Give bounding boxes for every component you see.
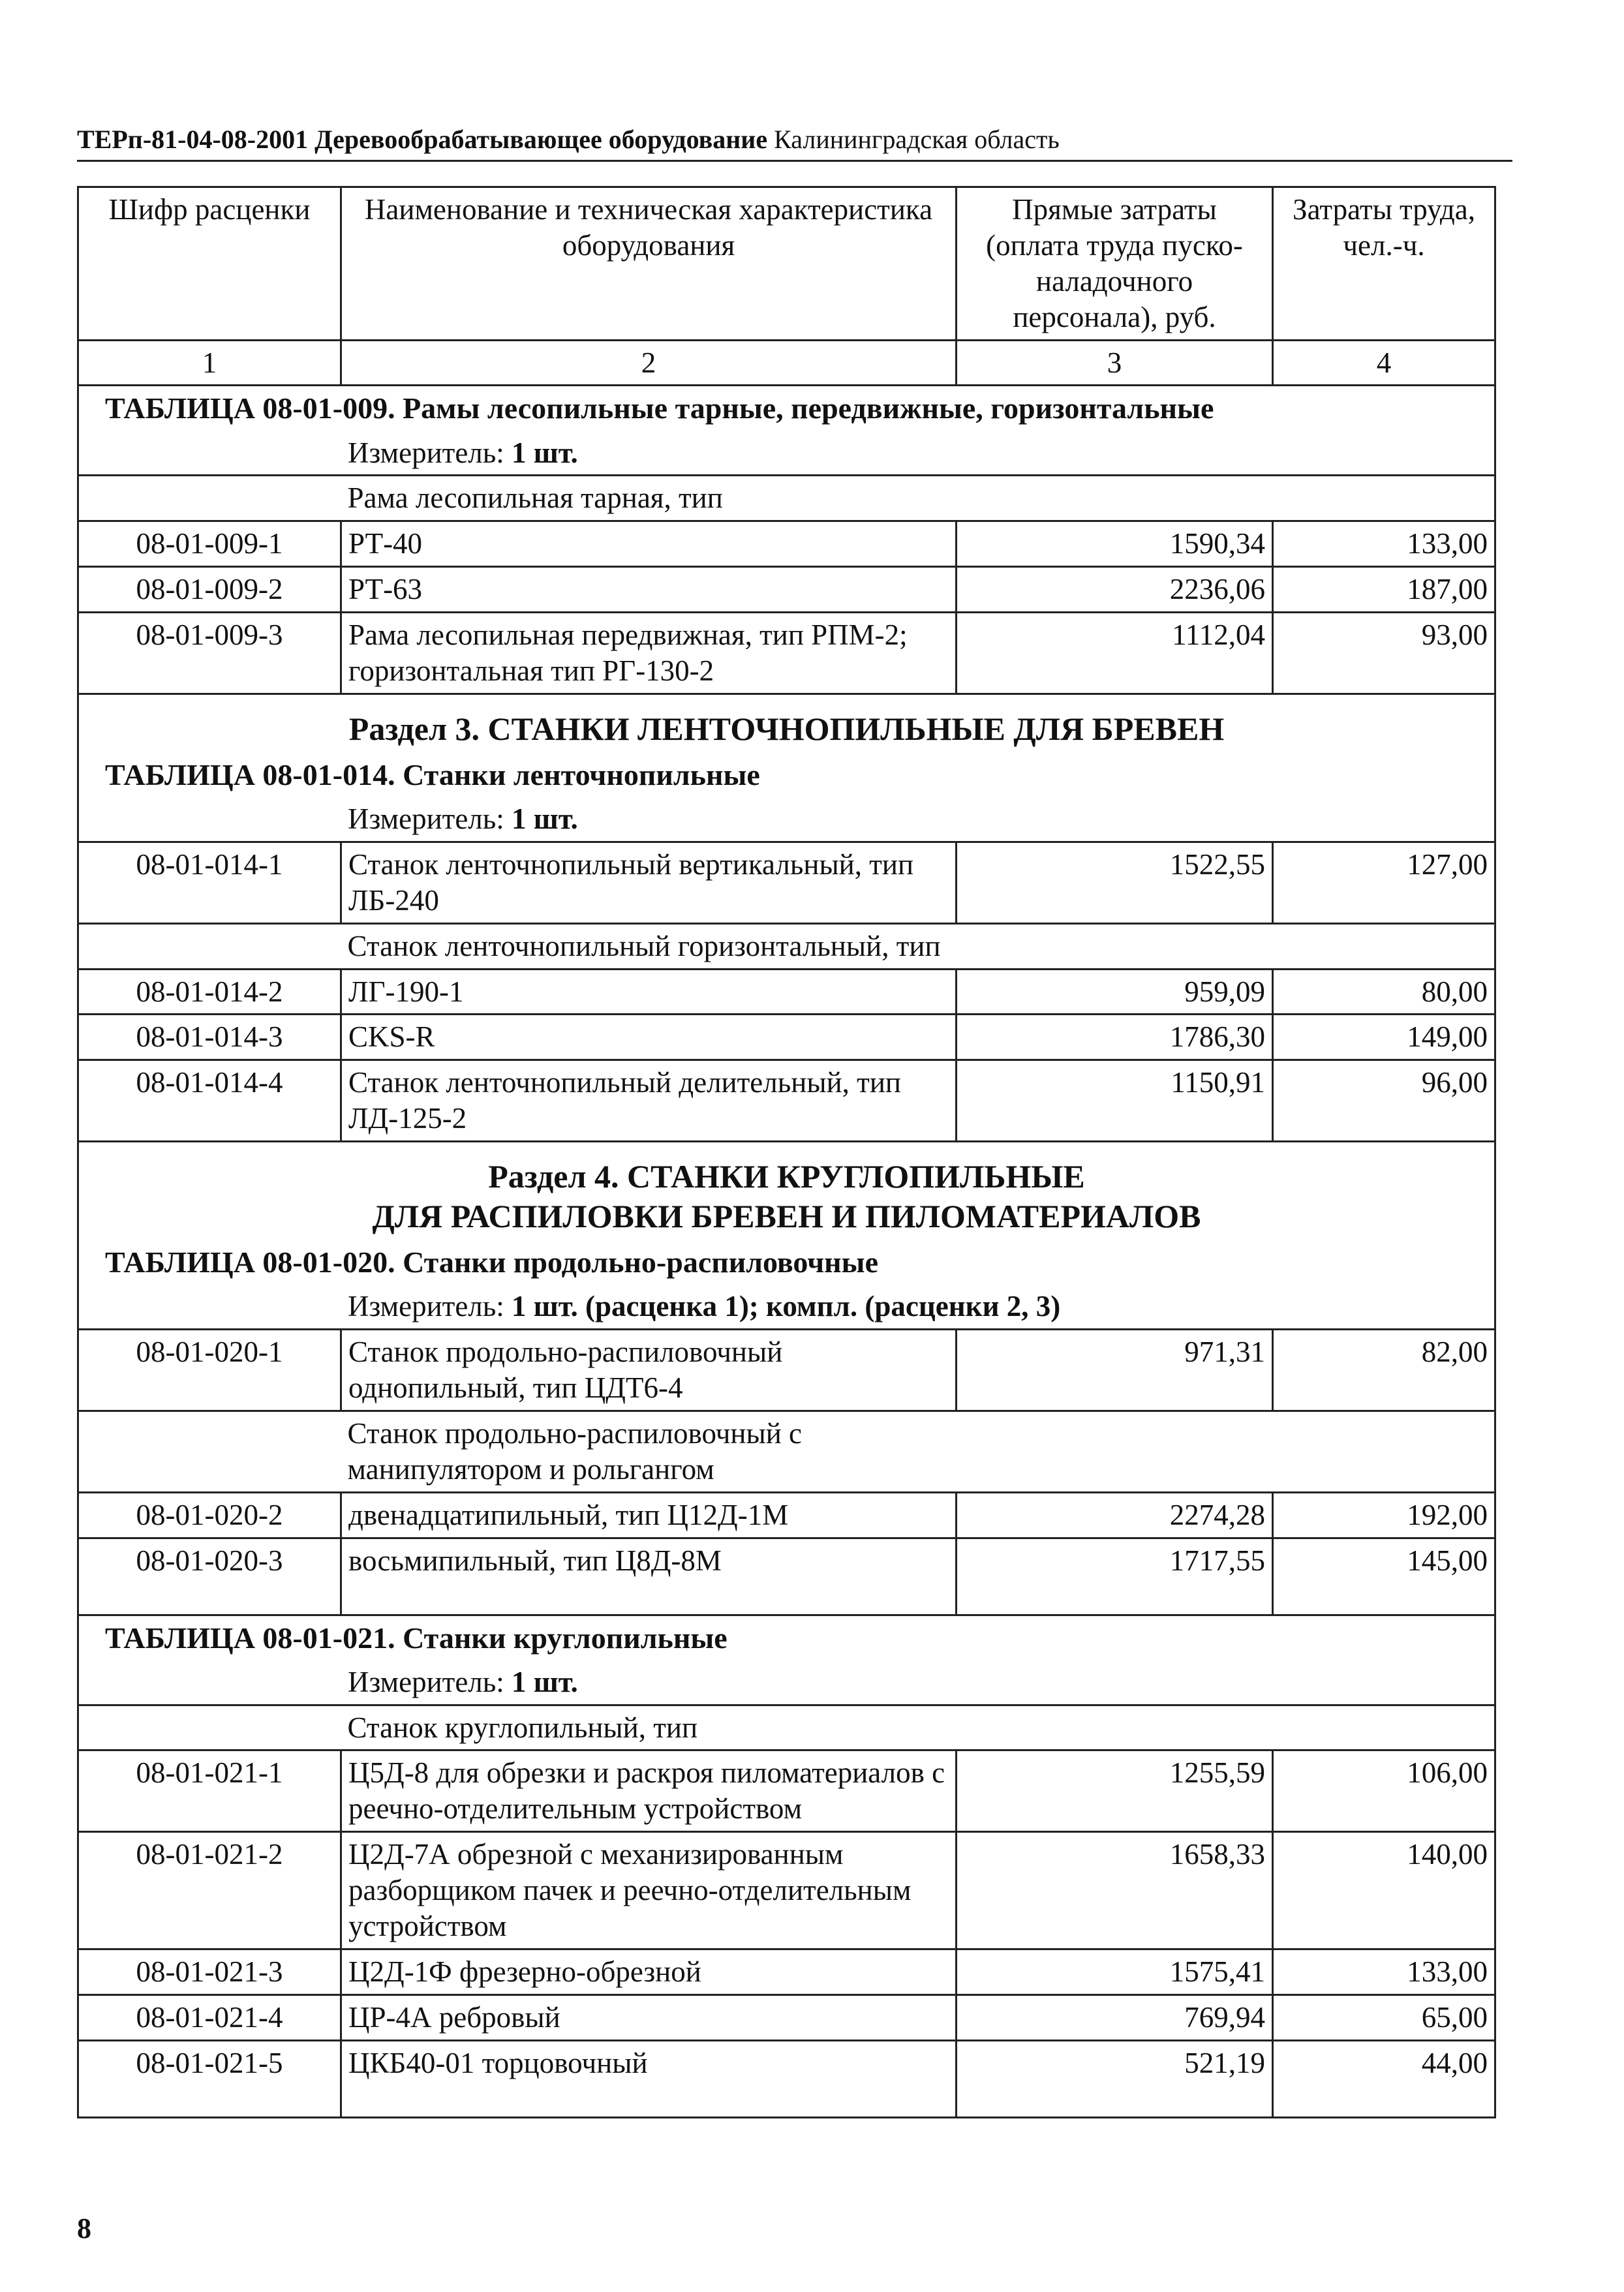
row-name: ЛГ-190-1 bbox=[341, 969, 957, 1015]
row-name: Ц2Д-1Ф фрезерно-обрезной bbox=[341, 1949, 957, 1994]
col-header-name: Наименование и техническая характеристика оборудования bbox=[341, 187, 957, 341]
row-labor: 140,00 bbox=[1273, 1832, 1495, 1949]
measure-row bbox=[78, 797, 1495, 842]
running-header bbox=[77, 124, 1512, 162]
measure-row bbox=[78, 431, 1495, 476]
col-number: 2 bbox=[341, 340, 957, 386]
section-row bbox=[78, 1142, 1495, 1241]
row-name: Рама лесопильная передвижная, тип РПМ-2; горизонтальная тип РГ-130-2 bbox=[341, 613, 957, 694]
table-title: ТАБЛИЦА 08-01-009. Рамы лесопильные тарные, передвижные, горизонтальные bbox=[78, 386, 1495, 431]
row-cost: 1150,91 bbox=[957, 1060, 1273, 1142]
group-title-text: Станок ленточнопильный горизонтальный, тип bbox=[347, 929, 941, 962]
row-cost: 1112,04 bbox=[957, 613, 1273, 694]
row-cost: 971,31 bbox=[957, 1330, 1273, 1411]
row-labor: 96,00 bbox=[1273, 1060, 1495, 1142]
measure-value: 1 шт. bbox=[512, 1665, 578, 1698]
row-cost: 1522,55 bbox=[957, 842, 1273, 923]
row-code: 08-01-009-2 bbox=[78, 567, 341, 613]
row-cost: 1590,34 bbox=[957, 521, 1273, 567]
measure-row bbox=[78, 1285, 1495, 1329]
row-name: Станок ленточнопильный делительный, тип ЛД-125-2 bbox=[341, 1060, 957, 1142]
row-cost: 2236,06 bbox=[957, 567, 1273, 613]
section-title: Раздел 3. СТАНКИ ЛЕНТОЧНОПИЛЬНЫЕ ДЛЯ БРЕВЕН bbox=[78, 694, 1495, 753]
table-row bbox=[78, 1994, 1495, 2040]
table-row bbox=[78, 1832, 1495, 1949]
price-table bbox=[77, 186, 1496, 2118]
table-title-row bbox=[78, 1615, 1495, 1660]
row-cost: 521,19 bbox=[957, 2040, 1273, 2117]
row-code: 08-01-021-3 bbox=[78, 1949, 341, 1994]
section-title-line: Раздел 4. СТАНКИ КРУГЛОПИЛЬНЫЕ bbox=[488, 1158, 1085, 1195]
row-labor: 93,00 bbox=[1273, 613, 1495, 694]
table-row bbox=[78, 1538, 1495, 1615]
col-header-labor: Затраты труда, чел.-ч. bbox=[1273, 187, 1495, 341]
table-row bbox=[78, 1492, 1495, 1538]
row-labor: 106,00 bbox=[1273, 1750, 1495, 1832]
measure-value: 1 шт. bbox=[512, 436, 578, 469]
measure-label: Измеритель: bbox=[348, 1665, 504, 1698]
row-labor: 133,00 bbox=[1273, 521, 1495, 567]
row-labor: 44,00 bbox=[1273, 2040, 1495, 2117]
group-title bbox=[341, 1411, 1495, 1492]
table-title: ТАБЛИЦА 08-01-014. Станки ленточнопильные bbox=[78, 753, 1495, 797]
column-number-row bbox=[78, 340, 1495, 386]
table-row bbox=[78, 842, 1495, 923]
row-name: Ц2Д-7А обрезной с механизированным разборщиком пачек и реечно-отделительным устройством bbox=[341, 1832, 957, 1949]
row-code: 08-01-021-4 bbox=[78, 1994, 341, 2040]
group-row bbox=[78, 476, 1495, 521]
measure bbox=[78, 431, 1495, 476]
section-row bbox=[78, 694, 1495, 753]
table-row bbox=[78, 1750, 1495, 1832]
table-row bbox=[78, 1015, 1495, 1060]
row-name: ЦКБ40-01 торцовочный bbox=[341, 2040, 957, 2117]
col-header-cost: Прямые затраты (оплата труда пуско-наладочного персонала), руб. bbox=[957, 187, 1273, 341]
col-number: 1 bbox=[78, 340, 341, 386]
col-number: 3 bbox=[957, 340, 1273, 386]
row-code: 08-01-020-3 bbox=[78, 1538, 341, 1615]
table-row bbox=[78, 1330, 1495, 1411]
page-number: 8 bbox=[77, 2212, 91, 2244]
row-labor: 65,00 bbox=[1273, 1994, 1495, 2040]
row-code: 08-01-021-1 bbox=[78, 1750, 341, 1832]
table-row bbox=[78, 1949, 1495, 1994]
measure bbox=[78, 1285, 1495, 1329]
measure bbox=[78, 1660, 1495, 1705]
row-name: РТ-63 bbox=[341, 567, 957, 613]
col-header-code: Шифр расценки bbox=[78, 187, 341, 341]
table-row bbox=[78, 2040, 1495, 2117]
row-code: 08-01-021-5 bbox=[78, 2040, 341, 2117]
row-cost: 1575,41 bbox=[957, 1949, 1273, 1994]
table-title-row bbox=[78, 1240, 1495, 1285]
measure-value: 1 шт. bbox=[512, 802, 578, 836]
header-code: ТЕРп-81-04-08-2001 bbox=[77, 125, 309, 154]
section-title-line: ДЛЯ РАСПИЛОВКИ БРЕВЕН И ПИЛОМАТЕРИАЛОВ bbox=[372, 1198, 1201, 1235]
row-name: РТ-40 bbox=[341, 521, 957, 567]
group-title: Рама лесопильная тарная, тип bbox=[341, 476, 1495, 521]
table-row bbox=[78, 567, 1495, 613]
table-row bbox=[78, 613, 1495, 694]
row-labor: 82,00 bbox=[1273, 1330, 1495, 1411]
measure-label: Измеритель: bbox=[348, 436, 504, 469]
measure bbox=[78, 797, 1495, 842]
row-code: 08-01-021-2 bbox=[78, 1832, 341, 1949]
measure-row bbox=[78, 1660, 1495, 1705]
row-name: Станок ленточнопильный вертикальный, тип ЛБ-240 bbox=[341, 842, 957, 923]
row-cost: 1717,55 bbox=[957, 1538, 1273, 1615]
row-name: Станок продольно-распиловочный однопильный, тип ЦДТ6-4 bbox=[341, 1330, 957, 1411]
row-labor: 133,00 bbox=[1273, 1949, 1495, 1994]
row-labor: 192,00 bbox=[1273, 1492, 1495, 1538]
group-title: Станок круглопильный, тип bbox=[341, 1705, 1495, 1750]
row-name: ЦР-4А ребровый bbox=[341, 1994, 957, 2040]
table-row bbox=[78, 521, 1495, 567]
row-code: 08-01-014-2 bbox=[78, 969, 341, 1015]
table-row bbox=[78, 969, 1495, 1015]
row-labor: 149,00 bbox=[1273, 1015, 1495, 1060]
row-cost: 1658,33 bbox=[957, 1832, 1273, 1949]
row-cost: 1255,59 bbox=[957, 1750, 1273, 1832]
table-title-row bbox=[78, 386, 1495, 431]
section-title bbox=[78, 1142, 1495, 1241]
row-name: восьмипильный, тип Ц8Д-8М bbox=[341, 1538, 957, 1615]
row-code: 08-01-014-4 bbox=[78, 1060, 341, 1142]
table-row bbox=[78, 1060, 1495, 1142]
row-code: 08-01-014-1 bbox=[78, 842, 341, 923]
row-cost: 2274,28 bbox=[957, 1492, 1273, 1538]
group-title-text: Станок продольно-распиловочный с манипулятором и рольгангом bbox=[347, 1416, 803, 1486]
header-region: Калининградская область bbox=[774, 125, 1060, 154]
row-cost: 769,94 bbox=[957, 1994, 1273, 2040]
table-title: ТАБЛИЦА 08-01-020. Станки продольно-распиловочные bbox=[78, 1240, 1495, 1285]
row-name: двенадцатипильный, тип Ц12Д-1М bbox=[341, 1492, 957, 1538]
group-title bbox=[341, 923, 1495, 969]
group-row bbox=[78, 923, 1495, 969]
table-title-row bbox=[78, 753, 1495, 797]
row-labor: 127,00 bbox=[1273, 842, 1495, 923]
group-row bbox=[78, 1411, 1495, 1492]
col-number: 4 bbox=[1273, 340, 1495, 386]
row-cost: 959,09 bbox=[957, 969, 1273, 1015]
row-labor: 145,00 bbox=[1273, 1538, 1495, 1615]
measure-label: Измеритель: bbox=[348, 802, 504, 836]
table-title: ТАБЛИЦА 08-01-021. Станки круглопильные bbox=[78, 1615, 1495, 1660]
row-code: 08-01-020-2 bbox=[78, 1492, 341, 1538]
group-row bbox=[78, 1705, 1495, 1750]
row-code: 08-01-009-3 bbox=[78, 613, 341, 694]
header-title: Деревообрабатывающее оборудование bbox=[314, 125, 768, 154]
row-cost: 1786,30 bbox=[957, 1015, 1273, 1060]
row-code: 08-01-009-1 bbox=[78, 521, 341, 567]
row-code: 08-01-014-3 bbox=[78, 1015, 341, 1060]
row-labor: 187,00 bbox=[1273, 567, 1495, 613]
row-name: Ц5Д-8 для обрезки и раскроя пиломатериалов с реечно-отделительным устройством bbox=[341, 1750, 957, 1832]
measure-value: 1 шт. (расценка 1); компл. (расценки 2, 3) bbox=[512, 1290, 1061, 1323]
row-code: 08-01-020-1 bbox=[78, 1330, 341, 1411]
measure-label: Измеритель: bbox=[348, 1290, 504, 1323]
row-name: CKS-R bbox=[341, 1015, 957, 1060]
row-labor: 80,00 bbox=[1273, 969, 1495, 1015]
column-header-row bbox=[78, 187, 1495, 341]
